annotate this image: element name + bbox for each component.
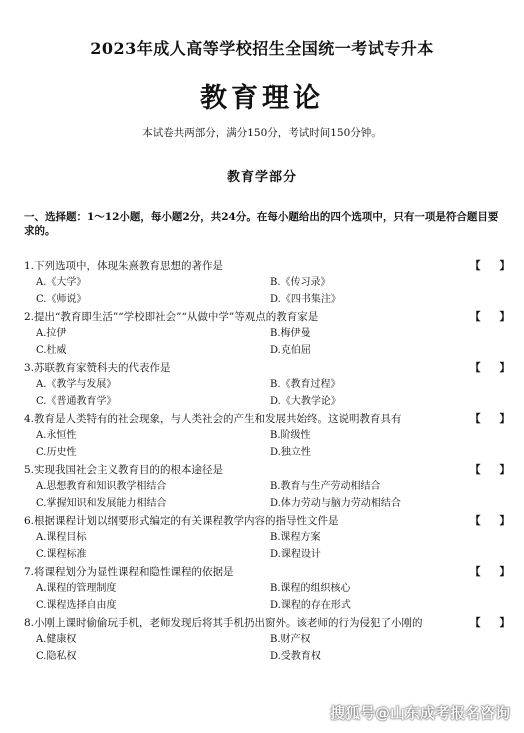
- option-d: D.《四书集注》: [270, 294, 341, 305]
- answer-bracket: [470, 564, 510, 580]
- option-a: A.课程的管理制度: [36, 583, 117, 594]
- question-1: [24, 258, 510, 309]
- bracket-left: 【: [470, 515, 481, 527]
- bracket-left: 【: [470, 464, 481, 476]
- question-stem: 6.根据课程计划以纲要形式编定的有关课程教学内容的指导性文件是: [24, 515, 339, 527]
- option-a: A.思想教育和知识教学相结合: [36, 481, 167, 492]
- bracket-left: 【: [470, 566, 481, 578]
- option-a: A.拉伊: [36, 328, 67, 339]
- option-b: B.课程的组织核心: [270, 583, 351, 594]
- question-stem: 3.苏联教育家赞科夫的代表作是: [24, 362, 171, 374]
- answer-bracket: [470, 462, 510, 478]
- option-b: B.《教育过程》: [270, 379, 341, 390]
- option-b: B.教育与生产劳动相结合: [270, 481, 381, 492]
- question-6: [24, 513, 510, 564]
- option-a: A.永恒性: [36, 430, 77, 441]
- question-2: [24, 309, 510, 360]
- subject-title: 教育理论: [200, 83, 324, 114]
- answer-bracket: [470, 615, 510, 631]
- option-a: A.《大学》: [36, 277, 87, 288]
- question-3: [24, 360, 510, 411]
- option-b: B.阶级性: [270, 430, 311, 441]
- option-c: C.课程选择自由度: [36, 600, 117, 611]
- bracket-right: 】: [499, 413, 510, 425]
- option-b: B.梅伊曼: [270, 328, 311, 339]
- bracket-right: 】: [499, 566, 510, 578]
- exam-note: 本试卷共两部分，满分150分，考试时间150分钟。: [142, 127, 382, 139]
- answer-bracket: [470, 411, 510, 427]
- bracket-right: 】: [499, 515, 510, 527]
- option-d: D.课程的存在形式: [270, 600, 351, 611]
- answer-bracket: [470, 309, 510, 325]
- bracket-right: 】: [499, 464, 510, 476]
- bracket-left: 【: [470, 362, 481, 374]
- option-d: D.体力劳动与脑力劳动相结合: [270, 498, 401, 509]
- answer-bracket: [470, 258, 510, 274]
- option-c: C.《师说》: [36, 294, 87, 305]
- option-b: B.课程方案: [270, 532, 321, 543]
- question-5: [24, 462, 510, 513]
- bracket-left: 【: [470, 260, 481, 272]
- option-d: D.受教育权: [270, 651, 321, 662]
- question-stem: 2.提出“教育即生活”“学校即社会”“从做中学”等观点的教育家是: [24, 311, 319, 323]
- question-list: [24, 258, 510, 666]
- option-d: D.课程设计: [270, 549, 321, 560]
- section-instruction: 一、选择题：1～12小题，每小题2分，共24分。在每小题给出的四个选项中，只有一项是符合题目要求的。: [24, 211, 499, 237]
- bracket-left: 【: [470, 617, 481, 629]
- option-d: D.克伯屈: [270, 345, 311, 356]
- question-4: [24, 411, 510, 462]
- bracket-left: 【: [470, 413, 481, 425]
- bracket-right: 】: [499, 362, 510, 374]
- option-c: C.杜威: [36, 345, 67, 356]
- exam-title: 2023年成人高等学校招生全国统一考试专升本: [90, 39, 434, 58]
- option-c: C.隐私权: [36, 651, 77, 662]
- option-d: D.独立性: [270, 447, 311, 458]
- option-c: C.掌握知识和发展能力相结合: [36, 498, 167, 509]
- option-c: C.历史性: [36, 447, 77, 458]
- option-a: A.健康权: [36, 634, 77, 645]
- option-a: A.课程目标: [36, 532, 87, 543]
- bracket-right: 】: [499, 617, 510, 629]
- question-7: [24, 564, 510, 615]
- option-b: B.《传习录》: [270, 277, 331, 288]
- part-title: 教育学部分: [226, 170, 297, 185]
- bracket-right: 】: [499, 260, 510, 272]
- bracket-left: 【: [470, 311, 481, 323]
- bracket-right: 】: [499, 311, 510, 323]
- watermark: 搜狐号@山东成考报名咨询: [329, 704, 510, 722]
- question-stem: 5.实现我国社会主义教育目的的根本途径是: [24, 464, 224, 476]
- option-b: B.财产权: [270, 634, 311, 645]
- question-stem: 8.小刚上课时偷偷玩手机，老师发现后将其手机扔出窗外。该老师的行为侵犯了小刚的: [24, 617, 423, 629]
- answer-bracket: [470, 513, 510, 529]
- option-c: C.《普通教育学》: [36, 396, 117, 407]
- answer-bracket: [470, 360, 510, 376]
- option-a: A.《教学与发展》: [36, 379, 117, 390]
- question-stem: 4.教育是人类特有的社会现象，与人类社会的产生和发展共始终。这说明教育具有: [24, 413, 402, 425]
- option-d: D.《大教学论》: [270, 396, 341, 407]
- question-stem: 7.将课程划分为显性课程和隐性课程的依据是: [24, 566, 234, 578]
- question-stem: 1.下列选项中，体现朱熹教育思想的著作是: [24, 260, 224, 272]
- question-8: [24, 615, 510, 666]
- option-c: C.课程标准: [36, 549, 87, 560]
